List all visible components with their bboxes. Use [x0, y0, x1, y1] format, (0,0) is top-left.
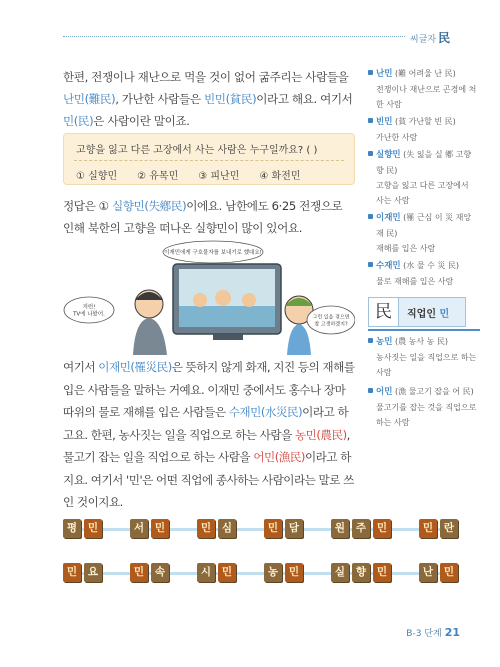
glossary-term: 실향민: [376, 150, 401, 160]
glossary-hanja: (漁 물고기 잡을 어 民): [392, 387, 474, 396]
glossary-definition: 고향을 잃고 다른 고장에서 사는 사람: [376, 181, 469, 205]
boy-hair: [285, 298, 313, 306]
syllable-tile: 주: [352, 519, 370, 538]
text-segment: 정답은 ①: [63, 199, 112, 213]
tv-person-left: [193, 293, 207, 307]
syllable-tile: 민: [419, 519, 437, 538]
footer-label: B-3 단계: [406, 629, 442, 639]
highlighted-term: 농민(農民): [294, 427, 347, 442]
header-rule: [63, 36, 405, 37]
glossary-term: 농민: [376, 337, 393, 347]
header-tag: [410, 29, 450, 46]
syllable-tile: 요: [84, 563, 102, 582]
syllable-tile: 민: [197, 519, 215, 538]
syllable-tile: 민: [218, 563, 236, 582]
syllable-tile: 민: [440, 563, 458, 582]
text-segment: 이라고 하지요. 여기서 '민'은 어떤 직업에 종사하는 사람이라는 말로 쓰인 것이지요.: [63, 450, 354, 509]
text-segment: , 물고기 잡는 일을 직업으로 하는 사람을: [63, 427, 350, 464]
quiz-box: [63, 133, 355, 185]
text-segment: 이에요. 남한에도 6·25 전쟁으로 인해 북한의 고향을 떠나온 실향민이 많이 있어요.: [63, 199, 343, 235]
glossary-hanja: (失 잃을 실 鄕 고향 향 民): [376, 150, 472, 175]
syllable-tile: 민: [373, 519, 391, 538]
glossary-term: 수재민: [376, 261, 401, 271]
syllable-tile: 민: [63, 563, 81, 582]
text-segment: 이라고 해요. 여기서: [256, 92, 353, 106]
quiz-divider: [74, 160, 344, 161]
word-tiles: [63, 563, 102, 582]
sidebar-glossary: [368, 66, 478, 291]
occupation-title-text: 직업인: [407, 309, 440, 320]
syllable-tile: 향: [352, 563, 370, 582]
syllable-tile: 란: [440, 519, 458, 538]
quiz-option[interactable]: ③ 피난민: [198, 171, 240, 182]
text-segment: 여기서: [63, 360, 99, 374]
syllable-tile: 민: [84, 519, 102, 538]
syllable-tile: 시: [197, 563, 215, 582]
word-tiles: [130, 563, 169, 582]
occupation-title-highlight: 민: [439, 309, 450, 320]
occupation-box: [368, 297, 466, 327]
highlighted-term: 민(民): [63, 114, 94, 128]
syllable-tile: 실: [331, 563, 349, 582]
glossary-item: [368, 210, 478, 256]
glossary-term: 어민: [376, 387, 393, 397]
syllable-tile: 심: [218, 519, 236, 538]
glossary-item: [368, 384, 478, 430]
speech-line: 참 고생하겠지?: [314, 321, 348, 328]
syllable-tile: 민: [285, 563, 303, 582]
header-hanja: 民: [438, 31, 451, 45]
glossary-hanja: (難 어려울 난 民): [392, 69, 456, 78]
speech-text-top: 이재민에게 구호물자를 보내기로 했대요!: [164, 250, 262, 256]
tv-person-right: [242, 293, 256, 307]
glossary-definition: 물고기를 잡는 것을 직업으로 하는 사람: [376, 403, 477, 427]
man-body: [133, 318, 167, 355]
glossary-term: 난민: [376, 69, 393, 79]
syllable-tile: 민: [264, 519, 282, 538]
word-tiles: [264, 519, 303, 538]
glossary-item: [368, 258, 478, 289]
syllable-tile: 민: [373, 563, 391, 582]
speech-line: 저런!: [82, 304, 96, 311]
glossary-definition: 가난한 사람: [376, 133, 418, 142]
occupation-title: [407, 305, 449, 320]
syllable-tile: 담: [285, 519, 303, 538]
text-segment: 은 사람이란 말이죠.: [93, 114, 190, 128]
word-tiles: [197, 563, 236, 582]
word-tiles: [331, 519, 391, 538]
sidebar-occupation-glossary: [368, 334, 478, 434]
text-segment: , 가난한 사람들은: [115, 92, 204, 106]
word-tiles: [264, 563, 303, 582]
page-footer: [406, 626, 460, 639]
syllable-tile: 민: [130, 563, 148, 582]
syllable-tile: 농: [264, 563, 282, 582]
syllable-tile: 난: [419, 563, 437, 582]
word-tile-board: [63, 509, 458, 602]
occupation-hanja: 民: [369, 298, 399, 326]
boy-body: [287, 324, 311, 355]
glossary-definition: 물로 재해를 입은 사람: [376, 277, 454, 286]
glossary-item: [368, 66, 478, 112]
tv-screen-water: [179, 306, 275, 327]
glossary-hanja: (貧 가난할 빈 民): [392, 117, 456, 126]
word-tiles: [419, 519, 458, 538]
syllable-tile: 속: [151, 563, 169, 582]
highlighted-term: 어민(漁民): [253, 450, 305, 464]
glossary-term: 빈민: [376, 117, 393, 127]
syllable-tile: 민: [151, 519, 169, 538]
word-tiles: [331, 563, 391, 582]
glossary-definition: 전쟁이나 재난으로 곤경에 처한 사람: [376, 85, 477, 109]
speech-line: 그런 일을 겪으면: [312, 314, 350, 321]
word-tiles: [419, 563, 458, 582]
highlighted-term: 이재민(罹災民): [98, 360, 172, 374]
glossary-hanja: (水 물 수 災 民): [400, 261, 460, 270]
page-number: 21: [444, 626, 460, 639]
syllable-tile: 원: [331, 519, 349, 538]
word-tiles: [63, 519, 102, 538]
cartoon-illustration: [63, 240, 355, 355]
text-segment: 은 뜻하지 않게 화재, 지진 등의 재해를 입은 사람들을 말하는 거예요. 이재민 중에서도 홍수나 장마 따위의 물로 재해를 입은 사람들은: [63, 360, 355, 419]
highlighted-term: 실향민(失鄕民): [111, 199, 187, 213]
quiz-option[interactable]: ④ 화전민: [259, 171, 301, 182]
syllable-tile: 평: [63, 519, 81, 538]
quiz-options: [76, 167, 301, 182]
quiz-option[interactable]: ① 실향민: [76, 171, 118, 182]
tile-track: [63, 528, 458, 531]
paragraph-1: [63, 66, 355, 132]
word-tiles: [130, 519, 169, 538]
text-segment: 이라고 하고요. 한편, 농사짓는 일을 직업으로 하는 사람을: [63, 405, 349, 442]
man-hair: [135, 292, 163, 300]
highlighted-term: 난민(難民): [63, 92, 116, 106]
speech-line: TV에 나왔어.: [73, 311, 105, 318]
glossary-item: [368, 114, 478, 145]
quiz-question: 고향을 잃고 다른 고장에서 사는 사람은 누구일까요? ( ): [76, 145, 318, 156]
glossary-item: [368, 147, 478, 208]
glossary-definition: 농사짓는 일을 직업으로 하는 사람: [376, 353, 477, 377]
glossary-item: [368, 334, 478, 380]
highlighted-term: 수재민(水災民): [228, 405, 303, 419]
paragraph-3: [63, 356, 355, 514]
glossary-definition: 재해를 입은 사람: [376, 244, 436, 253]
quiz-option[interactable]: ② 유목민: [137, 171, 179, 182]
paragraph-2: [63, 195, 355, 239]
glossary-term: 이재민: [376, 213, 401, 223]
tv-person-mid: [215, 290, 231, 306]
tv-stand: [213, 334, 243, 340]
glossary-hanja: (農 농사 농 民): [392, 337, 449, 346]
word-tiles: [197, 519, 236, 538]
occupation-rule: [368, 329, 480, 331]
syllable-tile: 서: [130, 519, 148, 538]
text-segment: 한편, 전쟁이나 재난으로 먹을 것이 없어 굶주리는 사람들을: [63, 70, 349, 84]
glossary-hanja: (罹 근심 이 災 재앙 재 民): [376, 213, 472, 238]
header-label: 씨글자: [410, 35, 437, 45]
tile-track: [63, 572, 458, 575]
highlighted-term: 빈민(貧民): [203, 92, 257, 106]
